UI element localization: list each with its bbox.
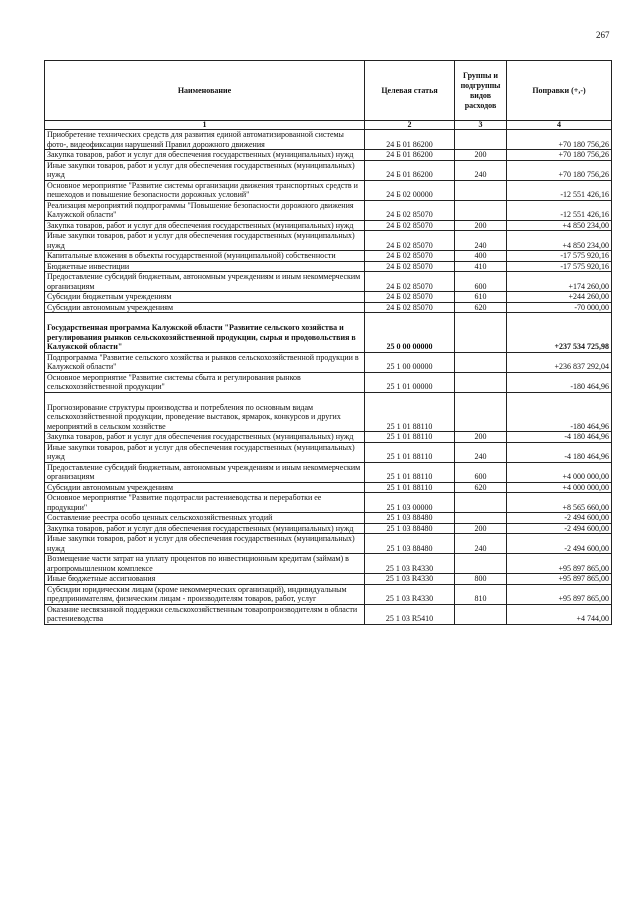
row-name: Основное мероприятие "Развитие подотрасли растениеводства и переработки ее продукции" (45, 493, 365, 513)
row-expense-group (455, 554, 507, 574)
table-row (45, 352, 612, 372)
row-target-code: 25 1 01 88110 (365, 432, 455, 443)
row-name: Бюджетные инвестиции (45, 261, 365, 272)
row-name: Предоставление субсидий бюджетным, автономным учреждениям и иным некоммерческим организациям (45, 462, 365, 482)
row-amount: +95 897 865,00 (507, 554, 612, 574)
row-amount: +244 260,00 (507, 292, 612, 303)
table-row (45, 523, 612, 534)
table-row (45, 251, 612, 262)
row-target-code: 25 1 03 00000 (365, 493, 455, 513)
table-row (45, 392, 612, 432)
column-number: 3 (455, 121, 507, 130)
row-expense-group: 200 (455, 150, 507, 161)
row-expense-group (455, 513, 507, 524)
table-row (45, 513, 612, 524)
row-amount: -180 464,96 (507, 372, 612, 392)
table-row (45, 554, 612, 574)
row-expense-group: 610 (455, 292, 507, 303)
row-amount: +4 850 234,00 (507, 220, 612, 231)
row-name: Субсидии автономным учреждениям (45, 482, 365, 493)
row-target-code: 25 1 01 88110 (365, 442, 455, 462)
row-name: Иные бюджетные ассигнования (45, 574, 365, 585)
row-amount: +4 850 234,00 (507, 231, 612, 251)
table-row (45, 130, 612, 150)
table-row (45, 220, 612, 231)
row-amount: -4 180 464,96 (507, 442, 612, 462)
table-row (45, 302, 612, 313)
row-target-code: 24 Б 02 85070 (365, 231, 455, 251)
row-expense-group: 240 (455, 160, 507, 180)
table-row (45, 200, 612, 220)
row-name: Иные закупки товаров, работ и услуг для обеспечения государственных (муниципальных) нужд (45, 231, 365, 251)
row-amount: +4 000 000,00 (507, 482, 612, 493)
table-row (45, 442, 612, 462)
table-row (45, 231, 612, 251)
row-target-code: 25 1 00 00000 (365, 352, 455, 372)
row-target-code: 25 1 03 R4330 (365, 554, 455, 574)
row-name: Иные закупки товаров, работ и услуг для обеспечения государственных (муниципальных) нужд (45, 442, 365, 462)
row-name: Составление реестра особо ценных сельскохозяйственных угодий (45, 513, 365, 524)
table-row (45, 574, 612, 585)
row-expense-group (455, 352, 507, 372)
row-name: Приобретение технических средств для развития единой автоматизированной системы фото-, видеофиксации нарушений Правил дорожного движения (45, 130, 365, 150)
row-amount: -4 180 464,96 (507, 432, 612, 443)
row-target-code: 24 Б 01 86200 (365, 160, 455, 180)
row-name: Предоставление субсидий бюджетным, автономным учреждениям и иным некоммерческим организациям (45, 272, 365, 292)
table-row (45, 292, 612, 303)
row-name: Государственная программа Калужской области "Развитие сельского хозяйства и регулирования рынков сельскохозяйственной продукции, сырья и продовольствия в Калужской области" (45, 313, 365, 353)
row-expense-group: 240 (455, 442, 507, 462)
row-expense-group: 600 (455, 272, 507, 292)
row-amount: +8 565 660,00 (507, 493, 612, 513)
row-target-code: 24 Б 01 86200 (365, 130, 455, 150)
column-number: 4 (507, 121, 612, 130)
row-expense-group: 200 (455, 220, 507, 231)
row-amount: +95 897 865,00 (507, 584, 612, 604)
table-row (45, 313, 612, 353)
row-amount: +95 897 865,00 (507, 574, 612, 585)
row-target-code: 25 1 01 88110 (365, 392, 455, 432)
row-amount: -17 575 920,16 (507, 251, 612, 262)
row-amount: -2 494 600,00 (507, 534, 612, 554)
budget-amendments-table (44, 60, 612, 625)
row-target-code: 24 Б 01 86200 (365, 150, 455, 161)
row-name: Субсидии бюджетным учреждениям (45, 292, 365, 303)
row-expense-group (455, 130, 507, 150)
row-expense-group: 620 (455, 302, 507, 313)
row-amount: +70 180 756,26 (507, 160, 612, 180)
table-row (45, 432, 612, 443)
row-amount: +237 534 725,98 (507, 313, 612, 353)
row-name: Закупка товаров, работ и услуг для обеспечения государственных (муниципальных) нужд (45, 150, 365, 161)
row-name: Возмещение части затрат на уплату процентов по инвестиционным кредитам (займам) в агропромышленном комплексе (45, 554, 365, 574)
row-amount: -180 464,96 (507, 392, 612, 432)
row-target-code: 25 1 03 R4330 (365, 584, 455, 604)
row-amount: +70 180 756,26 (507, 150, 612, 161)
row-amount: -12 551 426,16 (507, 200, 612, 220)
row-amount: -2 494 600,00 (507, 513, 612, 524)
row-target-code: 24 Б 02 85070 (365, 272, 455, 292)
row-expense-group (455, 200, 507, 220)
row-expense-group (455, 372, 507, 392)
page-number: 267 (596, 30, 610, 40)
row-name: Иные закупки товаров, работ и услуг для обеспечения государственных (муниципальных) нужд (45, 534, 365, 554)
row-target-code: 25 1 01 88110 (365, 462, 455, 482)
row-target-code: 24 Б 02 85070 (365, 251, 455, 262)
row-expense-group: 400 (455, 251, 507, 262)
row-expense-group: 200 (455, 523, 507, 534)
header-name: Наименование (45, 61, 365, 121)
row-target-code: 25 1 01 88110 (365, 482, 455, 493)
row-expense-group (455, 313, 507, 353)
table-row (45, 272, 612, 292)
row-expense-group: 800 (455, 574, 507, 585)
row-target-code: 24 Б 02 00000 (365, 180, 455, 200)
row-target-code: 25 0 00 00000 (365, 313, 455, 353)
row-name: Основное мероприятие "Развитие системы сбыта и регулирования рынков сельскохозяйственной продукции" (45, 372, 365, 392)
row-amount: +4 744,00 (507, 604, 612, 624)
row-expense-group: 620 (455, 482, 507, 493)
row-amount: -2 494 600,00 (507, 523, 612, 534)
row-target-code: 24 Б 02 85070 (365, 200, 455, 220)
table-row (45, 534, 612, 554)
row-expense-group: 200 (455, 432, 507, 443)
row-name: Капитальные вложения в объекты государственной (муниципальной) собственности (45, 251, 365, 262)
table-row (45, 261, 612, 272)
header-target: Целевая статья (365, 61, 455, 121)
row-name: Закупка товаров, работ и услуг для обеспечения государственных (муниципальных) нужд (45, 523, 365, 534)
header-group: Группы и подгруппы видов расходов (455, 61, 507, 121)
row-expense-group (455, 392, 507, 432)
row-target-code: 25 1 03 R5410 (365, 604, 455, 624)
row-target-code: 25 1 03 88480 (365, 523, 455, 534)
row-name: Субсидии автономным учреждениям (45, 302, 365, 313)
row-expense-group: 810 (455, 584, 507, 604)
row-amount: -12 551 426,16 (507, 180, 612, 200)
row-target-code: 25 1 03 88480 (365, 534, 455, 554)
row-amount: +236 837 292,04 (507, 352, 612, 372)
table-row (45, 160, 612, 180)
row-target-code: 24 Б 02 85070 (365, 302, 455, 313)
row-name: Основное мероприятие "Развитие системы организации движения транспортных средств и пешеходов и повышение безопасности дорожных условий" (45, 180, 365, 200)
row-amount: +70 180 756,26 (507, 130, 612, 150)
table-row (45, 584, 612, 604)
row-expense-group: 600 (455, 462, 507, 482)
header-amount: Поправки (+,-) (507, 61, 612, 121)
row-name: Прогнозирование структуры производства и потребления по основным видам сельскохозяйственной продукции, проведение выставок, ярмарок, конкурсов и других мероприятий в сельском хозяйстве (45, 392, 365, 432)
table-row (45, 150, 612, 161)
table-row (45, 180, 612, 200)
row-target-code: 24 Б 02 85070 (365, 292, 455, 303)
row-expense-group: 240 (455, 534, 507, 554)
row-name: Закупка товаров, работ и услуг для обеспечения государственных (муниципальных) нужд (45, 432, 365, 443)
row-name: Субсидии юридическим лицам (кроме некоммерческих организаций), индивидуальным предпринимателям, физическим лицам - производителям товаров, работ, услуг (45, 584, 365, 604)
row-name: Реализация мероприятий подпрограммы "Повышение безопасности дорожного движения Калужской области" (45, 200, 365, 220)
row-target-code: 25 1 03 R4330 (365, 574, 455, 585)
row-target-code: 25 1 03 88480 (365, 513, 455, 524)
row-expense-group (455, 493, 507, 513)
column-number: 2 (365, 121, 455, 130)
row-name: Иные закупки товаров, работ и услуг для обеспечения государственных (муниципальных) нужд (45, 160, 365, 180)
table-row (45, 372, 612, 392)
row-amount: -17 575 920,16 (507, 261, 612, 272)
column-number: 1 (45, 121, 365, 130)
row-expense-group: 240 (455, 231, 507, 251)
row-name: Подпрограмма "Развитие сельского хозяйства и рынков сельскохозяйственной продукции в Калужской области" (45, 352, 365, 372)
row-expense-group (455, 180, 507, 200)
row-amount: +4 000 000,00 (507, 462, 612, 482)
table-row (45, 462, 612, 482)
row-amount: -70 000,00 (507, 302, 612, 313)
table-row (45, 493, 612, 513)
table-row (45, 482, 612, 493)
row-target-code: 24 Б 02 85070 (365, 220, 455, 231)
row-name: Закупка товаров, работ и услуг для обеспечения государственных (муниципальных) нужд (45, 220, 365, 231)
row-target-code: 25 1 01 00000 (365, 372, 455, 392)
table-row (45, 604, 612, 624)
row-target-code: 24 Б 02 85070 (365, 261, 455, 272)
row-expense-group: 410 (455, 261, 507, 272)
row-name: Оказание несвязанной поддержки сельскохозяйственным товаропроизводителям в области растениеводства (45, 604, 365, 624)
row-expense-group (455, 604, 507, 624)
row-amount: +174 260,00 (507, 272, 612, 292)
